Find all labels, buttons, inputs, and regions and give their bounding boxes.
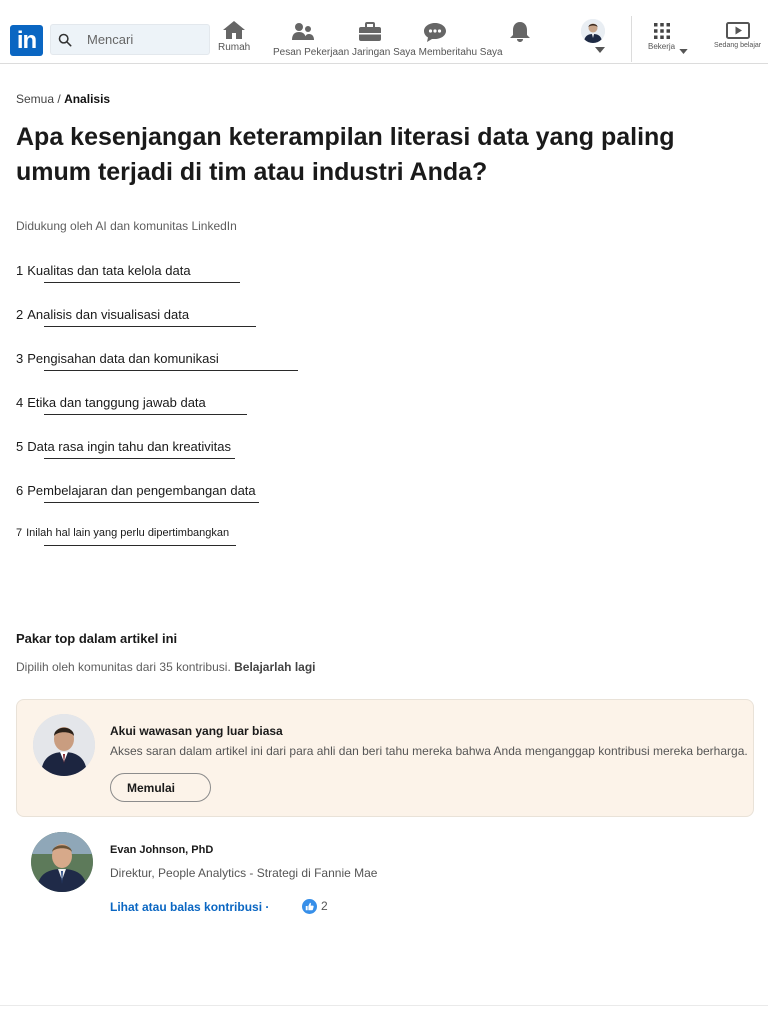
nav-home-label: Rumah bbox=[218, 42, 251, 53]
toc-number: 4 bbox=[16, 395, 24, 410]
promo-avatar bbox=[33, 714, 95, 776]
nav-work[interactable] bbox=[648, 22, 675, 51]
article-title: Apa kesenjangan keterampilan literasi data yang paling umum terjadi di tim atau industri Anda? bbox=[16, 123, 675, 186]
me-dropdown-caret-icon[interactable] bbox=[595, 47, 605, 53]
nav-work-label: Bekerja bbox=[648, 42, 676, 51]
toc-item-5[interactable] bbox=[16, 439, 231, 454]
nav-labels-row[interactable]: Pesan Pekerjaan Jaringan Saya Memberitahu Saya bbox=[273, 47, 503, 58]
toc-item-4[interactable] bbox=[16, 395, 206, 410]
toc-number: 3 bbox=[16, 351, 24, 366]
top-experts-heading: Pakar top dalam artikel ini bbox=[16, 631, 178, 646]
toc-underline bbox=[44, 545, 236, 546]
breadcrumb bbox=[16, 92, 110, 106]
search-input[interactable] bbox=[87, 25, 205, 54]
promo-title: Akui wawasan yang luar biasa bbox=[110, 724, 283, 738]
toc-underline bbox=[44, 502, 259, 503]
toc-label: Etika dan tanggung jawab data bbox=[27, 395, 206, 410]
toc-item-1[interactable] bbox=[16, 263, 191, 278]
toc-underline bbox=[44, 458, 235, 459]
recognize-insights-card bbox=[16, 699, 754, 817]
toc-underline bbox=[44, 282, 240, 283]
toc-label: Analisis dan visualisasi data bbox=[27, 307, 190, 322]
breadcrumb-separator: / bbox=[57, 92, 61, 106]
toc-item-7[interactable] bbox=[16, 527, 229, 539]
like-count: 2 bbox=[321, 899, 328, 913]
toc-number: 7 bbox=[16, 527, 23, 539]
nav-divider bbox=[631, 16, 632, 62]
home-icon bbox=[222, 20, 246, 40]
toc-underline bbox=[44, 414, 247, 415]
view-contribution-separator: · bbox=[265, 900, 270, 914]
learning-play-icon bbox=[726, 22, 750, 40]
breadcrumb-root[interactable]: Semua bbox=[16, 92, 55, 106]
search-box[interactable] bbox=[50, 24, 210, 55]
expert-role: Direktur, People Analytics - Strategi di Fannie Mae bbox=[110, 866, 378, 880]
linkedin-logo[interactable]: in bbox=[10, 25, 43, 56]
search-icon bbox=[58, 33, 72, 47]
top-experts-subtitle bbox=[16, 660, 316, 674]
nav-home[interactable] bbox=[218, 20, 250, 53]
toc-label: Kualitas dan tata kelola data bbox=[27, 263, 191, 278]
toc-number: 5 bbox=[16, 439, 24, 454]
people-icon[interactable] bbox=[291, 22, 315, 42]
work-dropdown-caret-icon[interactable] bbox=[679, 49, 688, 54]
apps-grid-icon bbox=[652, 22, 672, 40]
nav-learning-label: Sedang belajar bbox=[714, 42, 762, 49]
toc-label: Pengisahan data dan komunikasi bbox=[27, 351, 219, 366]
briefcase-icon[interactable] bbox=[358, 22, 382, 42]
top-navigation-bar bbox=[0, 0, 768, 64]
like-reaction-icon[interactable] bbox=[302, 899, 317, 914]
breadcrumb-current[interactable]: Analisis bbox=[64, 92, 111, 106]
nav-learning[interactable] bbox=[714, 22, 761, 49]
top-experts-subtitle-text: Dipilih oleh komunitas dari 35 kontribusi. bbox=[16, 660, 231, 674]
toc-number: 2 bbox=[16, 307, 24, 322]
toc-item-6[interactable] bbox=[16, 483, 256, 498]
toc-number: 6 bbox=[16, 483, 24, 498]
toc-underline bbox=[44, 370, 298, 371]
learn-more-link[interactable]: Belajarlah lagi bbox=[234, 660, 316, 674]
toc-item-2[interactable] bbox=[16, 307, 189, 322]
toc-item-3[interactable] bbox=[16, 351, 219, 366]
toc-label: Pembelajaran dan pengembangan data bbox=[27, 483, 256, 498]
toc-label: Data rasa ingin tahu dan kreativitas bbox=[27, 439, 232, 454]
expert-avatar[interactable] bbox=[31, 832, 93, 892]
supported-by-text: Didukung oleh AI dan komunitas LinkedIn bbox=[16, 219, 237, 233]
toc-label: Inilah hal lain yang perlu dipertimbangkan bbox=[26, 527, 230, 539]
section-divider bbox=[0, 1005, 768, 1006]
promo-description: Akses saran dalam artikel ini dari para ahli dan beri tahu mereka bahwa Anda menganggap kontribusi mereka berharga. bbox=[110, 744, 748, 758]
view-contribution-label: Lihat atau balas kontribusi bbox=[110, 900, 263, 914]
messaging-icon[interactable] bbox=[423, 22, 447, 42]
toc-number: 1 bbox=[16, 263, 24, 278]
get-started-button[interactable]: Memulai bbox=[110, 773, 211, 802]
notifications-bell-icon[interactable] bbox=[508, 21, 532, 42]
nav-me-avatar[interactable] bbox=[581, 19, 605, 43]
toc-underline bbox=[44, 326, 256, 327]
view-contribution-link[interactable] bbox=[110, 900, 269, 914]
expert-name[interactable]: Evan Johnson, PhD bbox=[110, 844, 214, 856]
